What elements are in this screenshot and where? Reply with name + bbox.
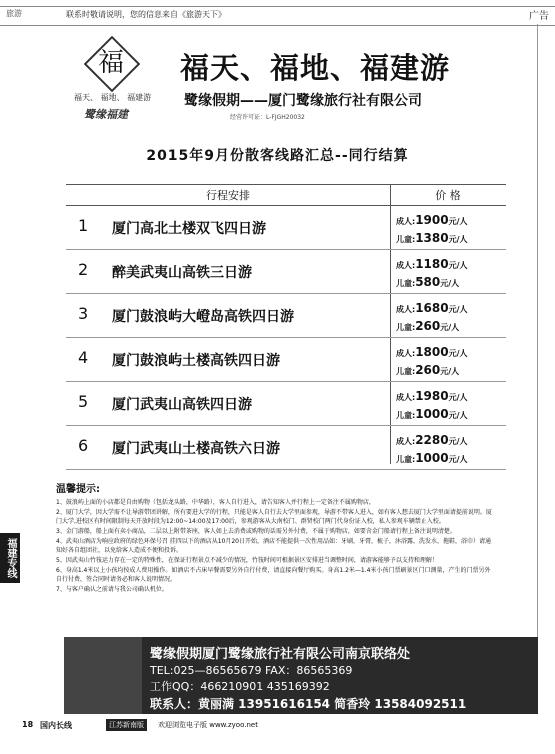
route-name: 厦门鼓浪屿大嶝岛高铁四日游	[112, 309, 294, 325]
ad-label: 广告	[529, 11, 549, 22]
section-name: 国内长线	[40, 721, 72, 730]
adult-value: 1680	[415, 301, 449, 315]
route-column-header: 行程安排	[206, 189, 250, 202]
child-value: 1000	[415, 407, 449, 421]
route-name: 厦门高北土楼双飞四日游	[112, 221, 266, 237]
contact-person: 联系人：黄丽满 13951616154 简香玲 13584092511	[150, 697, 467, 711]
price-unit: 元/人	[440, 367, 460, 376]
notice-title: 温馨提示:	[56, 484, 100, 495]
adult-value: 1180	[415, 257, 449, 271]
company-logo	[70, 40, 155, 121]
adult-price	[396, 257, 468, 271]
child-label: 儿童:	[396, 279, 416, 288]
mini-logo: 旅游	[6, 9, 22, 18]
price-unit: 元/人	[440, 323, 460, 332]
child-price	[396, 319, 459, 333]
adult-price	[396, 389, 468, 403]
table-header	[66, 184, 506, 206]
price-unit: 元/人	[448, 305, 468, 314]
notice-item: 4、武夷山酒店为响应政府的绿色环保号召 挂四以下的酒店从10月20日开始，酒店不能提供一次性用品如：牙刷，牙膏，梳子，沐浴露，洗发水，拖鞋，浴巾）请通知好各自组团社，以免给客人造成不便和投诉。	[56, 538, 491, 554]
logo-char: 福	[97, 48, 124, 78]
table-row	[66, 250, 506, 294]
work-qq: 工作QQ：466210901 435169392	[150, 680, 330, 693]
license-number: 经营许可证：L-FJGH20032	[230, 114, 305, 121]
logo-slogan: 福天、 福地、 福建游	[74, 93, 152, 102]
child-value: 1000	[415, 451, 449, 465]
table-row	[66, 206, 506, 250]
price-unit: 元/人	[448, 235, 468, 244]
row-number: 5	[78, 392, 89, 411]
table-row	[66, 294, 506, 338]
route-table	[66, 184, 506, 470]
price-unit: 元/人	[448, 455, 468, 464]
route-name: 厦门鼓浪屿土楼高铁四日游	[112, 353, 280, 369]
child-price	[396, 275, 459, 289]
adult-price	[396, 433, 468, 447]
notice-item: 6、身高1.4米以上小孩均按成人费用操作。如酒店不占床早餐需要另外自行付费，请直接向餐厅购买。身高1.2米—1.4米小孩门票刷景区门口测量，产生的门票另外自行付费，签合同时请务必和客人说明情况。	[56, 567, 491, 583]
adult-label: 成人:	[396, 437, 416, 446]
route-name: 厦门武夷山土楼高铁六日游	[112, 441, 280, 457]
notice-section	[56, 480, 496, 595]
price-column-header: 价 格	[435, 189, 461, 202]
child-value: 580	[415, 275, 441, 289]
row-number: 4	[78, 348, 89, 367]
adult-price	[396, 301, 468, 315]
child-value: 1380	[415, 231, 449, 245]
child-price	[396, 231, 468, 245]
source-note: 联系时敬请说明，您的信息来自《旅游天下》	[66, 10, 226, 19]
child-label: 儿童:	[396, 455, 416, 464]
company-name: 鹭缘假期——厦门鹭缘旅行社有限公司	[184, 93, 422, 109]
right-rule	[537, 24, 538, 714]
adult-label: 成人:	[396, 349, 416, 358]
notice-item: 3、金门游船，船上面有卖小商品，二层以上附带茶座，客人如上去消费或购物的话需另外付费，不属于购物店，如要含金门船请行程上备注说明清楚。	[56, 528, 456, 535]
adult-label: 成人:	[396, 217, 416, 226]
row-number: 2	[78, 260, 89, 279]
adult-label: 成人:	[396, 305, 416, 314]
adult-value: 2280	[415, 433, 449, 447]
child-label: 儿童:	[396, 323, 416, 332]
page-number: 18	[22, 720, 34, 729]
adult-price	[396, 213, 468, 227]
child-label: 儿童:	[396, 411, 416, 420]
notice-list	[56, 498, 496, 594]
child-value: 260	[415, 319, 441, 333]
footer	[0, 718, 555, 734]
main-title: 福天、福地、福建游	[180, 51, 451, 85]
route-name: 醉美武夷山高铁三日游	[112, 265, 252, 281]
child-price	[396, 407, 468, 421]
row-number: 6	[78, 436, 89, 455]
adult-price	[396, 345, 468, 359]
adult-label: 成人:	[396, 261, 416, 270]
side-tab: 福建专线	[0, 533, 20, 583]
edition-badge: 江苏新南版	[106, 719, 147, 731]
adult-value: 1900	[415, 213, 449, 227]
price-unit: 元/人	[448, 437, 468, 446]
tel-fax: TEL:025—86565679 FAX：86565369	[150, 664, 353, 677]
adult-value: 1980	[415, 389, 449, 403]
child-label: 儿童:	[396, 367, 416, 376]
notice-item: 7、与客户确认之前请与我公司确认机位。	[56, 586, 168, 593]
adult-value: 1800	[415, 345, 449, 359]
page-subtitle: 2015年9月份散客线路汇总--同行结算	[146, 148, 409, 164]
price-unit: 元/人	[448, 411, 468, 420]
notice-item: 5、因武夷山竹筏运力存在一定的特殊性，在保证行程景点不减少的情况，竹筏时间可根据景区安排进当调整时间，请游客能够予以支持和理解！	[56, 557, 438, 564]
table-row	[66, 338, 506, 382]
contact-box	[64, 637, 538, 714]
notice-item: 2、厦门大学，因大学需不让导游带团讲解，所有要进大学的行程，只能是客人自行去大学里面参观，导游不带客人进入，如有客人想去厦门大学里面请提前说明。厦门大学,进校区有时间限制每天开放时段为12:00~14:00及17:00后，参观游客从大南校门、群贤校门两门代身份证入校，私人参观车辆禁止入校。	[56, 509, 492, 525]
child-price	[396, 363, 459, 377]
child-value: 260	[415, 363, 441, 377]
child-label: 儿童:	[396, 235, 416, 244]
adult-label: 成人:	[396, 393, 416, 402]
route-name: 厦门武夷山高铁四日游	[112, 397, 252, 413]
price-unit: 元/人	[448, 261, 468, 270]
table-row	[66, 426, 506, 470]
price-unit: 元/人	[448, 393, 468, 402]
table-row	[66, 382, 506, 426]
website-link[interactable]: 欢迎浏览电子版 www.zyoo.net	[158, 721, 258, 729]
decorative-pattern	[64, 637, 142, 714]
price-unit: 元/人	[448, 349, 468, 358]
office-name: 鹭缘假期厦门鹭缘旅行社有限公司南京联络处	[150, 647, 411, 662]
row-number: 3	[78, 304, 89, 323]
logo-brand: 鹭缘福建	[84, 108, 128, 121]
price-unit: 元/人	[440, 279, 460, 288]
header	[70, 34, 540, 126]
notice-item: 1、鼓浪屿上面的小店都是自由购物（包括龙头路，中华路），客人自行进入，请告知客人并行程上一定备注不属购物店，	[56, 499, 375, 506]
top-bar	[0, 0, 555, 33]
table-body	[66, 206, 506, 470]
row-number: 1	[78, 216, 89, 235]
price-unit: 元/人	[448, 217, 468, 226]
child-price	[396, 451, 468, 465]
